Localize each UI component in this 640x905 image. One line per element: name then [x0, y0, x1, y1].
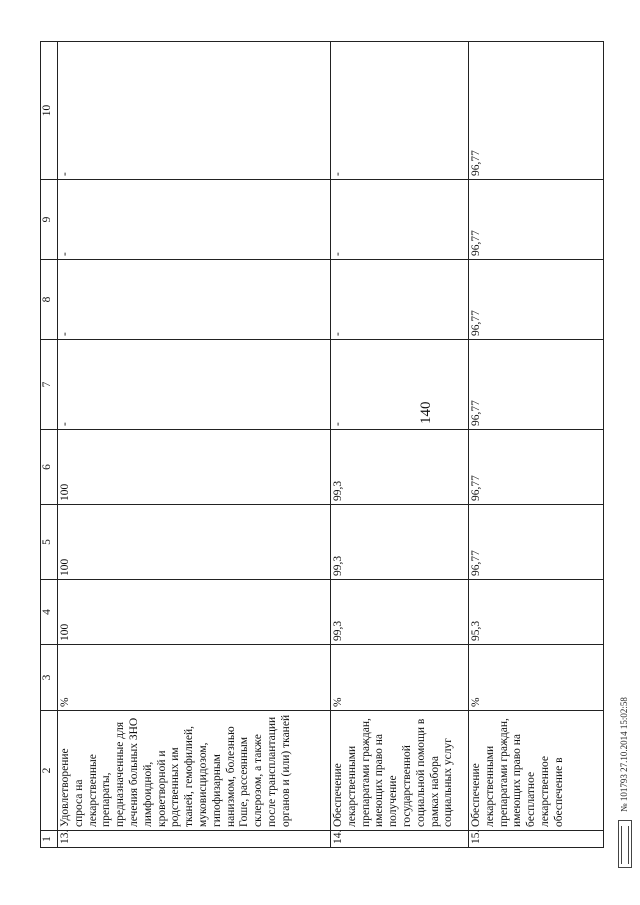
value-cell: -: [331, 180, 469, 260]
page-number: 140: [418, 401, 434, 424]
unit-cell: %: [469, 645, 604, 711]
value-cell: -: [58, 340, 331, 430]
value-cell: -: [331, 340, 469, 430]
value-cell: 96,77: [469, 430, 604, 505]
unit-cell: %: [331, 645, 469, 711]
indicator-name: Обеспечение лекарственными препаратами граждан, имеющих право на получение государственной социальной помощи в рамках набора социальных услуг: [331, 711, 469, 831]
row-number: 13.: [58, 831, 331, 848]
column-header: 1: [41, 831, 58, 848]
value-cell: 96,77: [469, 180, 604, 260]
indicators-table: [40, 41, 604, 848]
column-header: 8: [41, 260, 58, 340]
value-cell: 96,77: [469, 260, 604, 340]
value-cell: 99,3: [331, 505, 469, 580]
value-cell: 100: [58, 505, 331, 580]
value-cell: 99,3: [331, 430, 469, 505]
value-cell: 96,77: [469, 340, 604, 430]
table-row: [58, 42, 331, 848]
registration-text: № 101793 27.10.2014 15:02:58: [619, 697, 630, 812]
value-cell: -: [331, 42, 469, 180]
column-header: 10: [41, 42, 58, 180]
value-cell: 95,3: [469, 580, 604, 645]
row-number: 14.: [331, 831, 469, 848]
column-header: 2: [41, 711, 58, 831]
value-cell: 100: [58, 430, 331, 505]
column-header: 6: [41, 430, 58, 505]
value-cell: -: [58, 260, 331, 340]
value-cell: 99,3: [331, 580, 469, 645]
column-header: 9: [41, 180, 58, 260]
indicator-name: Удовлетворение спроса на лекарственные препараты, предназначенные для лечения больных ЗНО лимфоидной, кроветворной и родственных им тканей, гемофилией, муковисцидозом, гипофизарным нанизмом, болезнью Гоше, рассеянным склерозом, а также после трансплантации органов и (или) тканей: [58, 711, 331, 831]
value-cell: -: [58, 42, 331, 180]
table-row: [331, 42, 469, 848]
registry-logo-icon: [618, 820, 632, 868]
row-number: 15.: [469, 831, 604, 848]
value-cell: 100: [58, 580, 331, 645]
table-row: [469, 42, 604, 848]
value-cell: -: [58, 180, 331, 260]
column-number-row: [41, 42, 58, 848]
value-cell: 96,77: [469, 505, 604, 580]
unit-cell: %: [58, 645, 331, 711]
column-header: 5: [41, 505, 58, 580]
registration-stamp: [618, 697, 632, 868]
value-cell: -: [331, 260, 469, 340]
value-cell: 96,77: [469, 42, 604, 180]
indicators-table-container: [40, 42, 604, 848]
indicator-name: Обеспечение лекарственными препаратами граждан, имеющих право на бесплатное лекарственное обеспечение в: [469, 711, 604, 831]
column-header: 4: [41, 580, 58, 645]
column-header: 3: [41, 645, 58, 711]
column-header: 7: [41, 340, 58, 430]
